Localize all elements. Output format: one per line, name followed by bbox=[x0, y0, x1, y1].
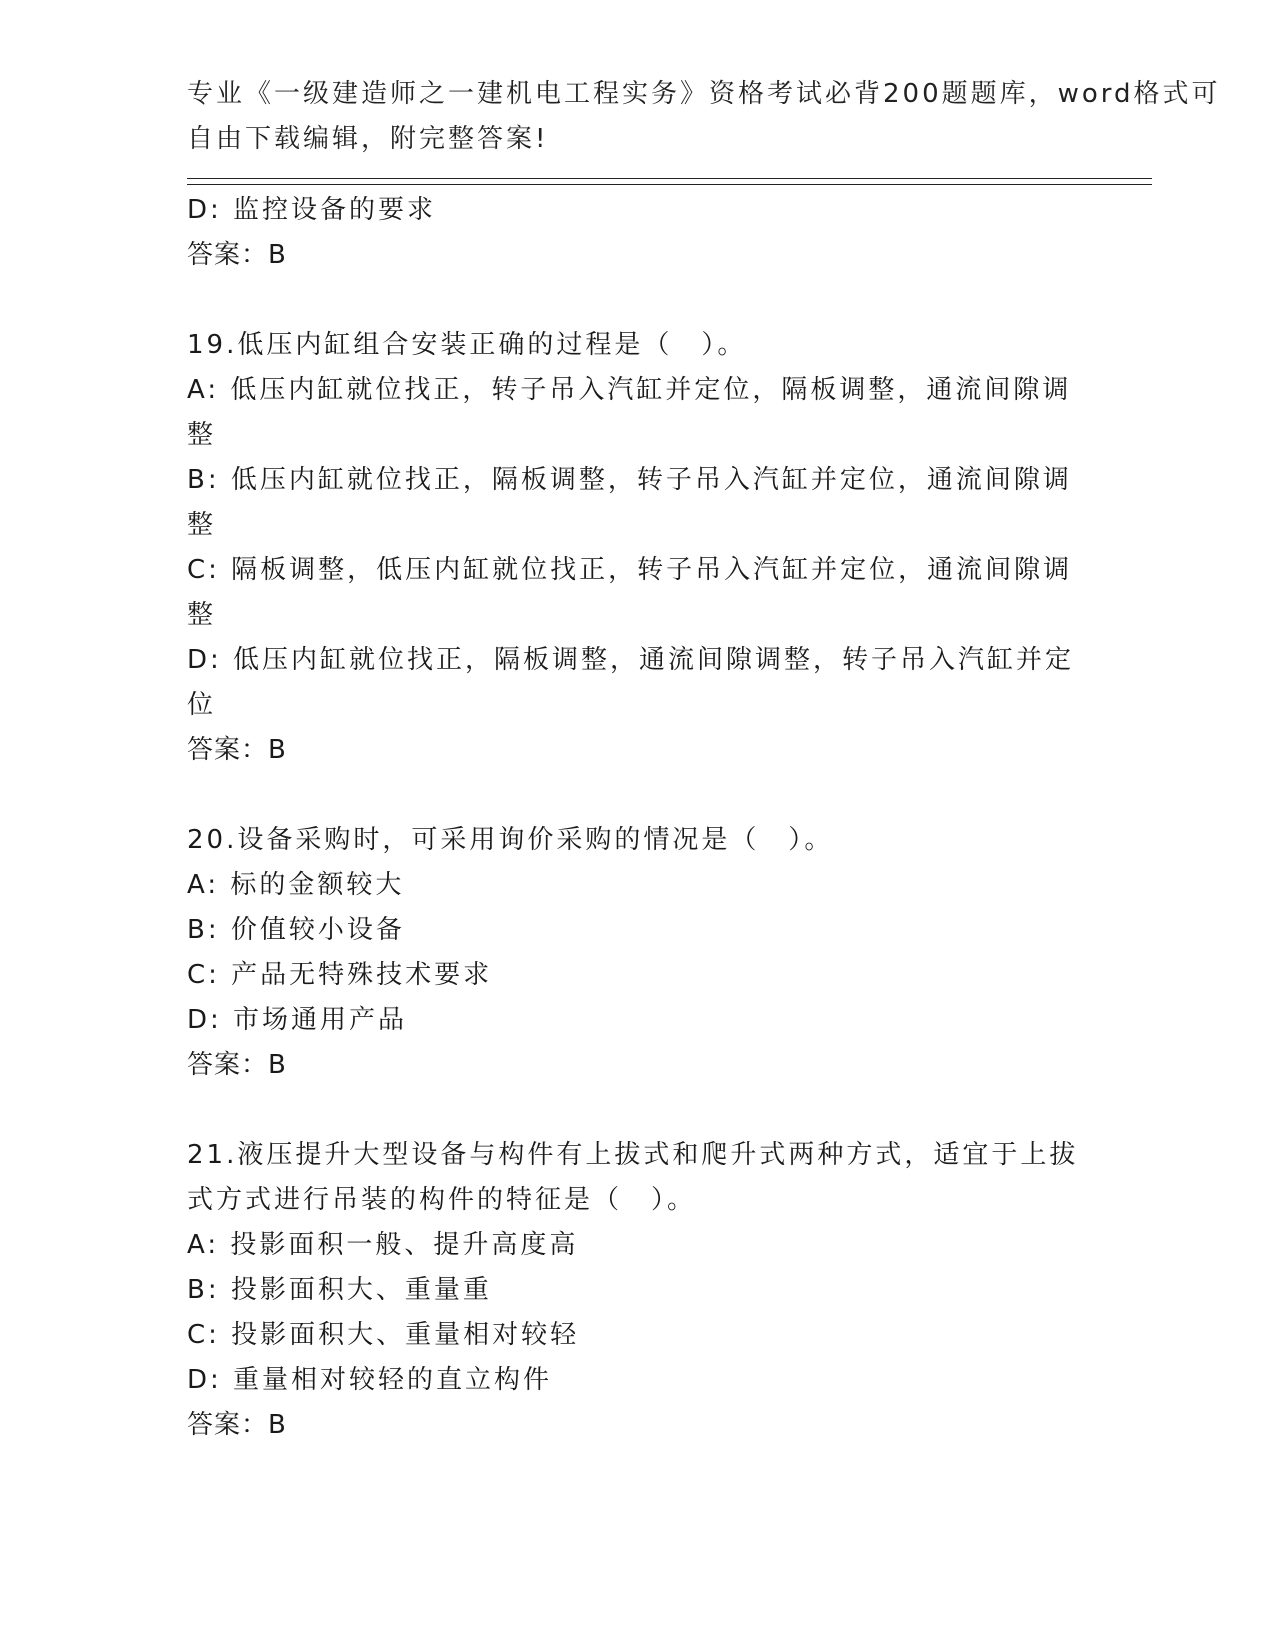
question-21 bbox=[187, 1133, 1087, 1448]
option-c: C: 产品无特殊技术要求 bbox=[187, 960, 493, 990]
question-19 bbox=[187, 323, 1087, 773]
question-stem: 19.低压内缸组合安装正确的过程是（ ）。 bbox=[187, 330, 747, 360]
option-b: B: 投影面积大、重量重 bbox=[187, 1275, 492, 1305]
header-line-2: 自由下载编辑，附完整答案! bbox=[187, 124, 549, 154]
option-c-wrap: 整 bbox=[187, 600, 217, 630]
page-header bbox=[187, 72, 1221, 162]
header-rule-top bbox=[187, 178, 1152, 179]
question-18 bbox=[187, 188, 1087, 278]
option-b: B: 低压内缸就位找正，隔板调整，转子吊入汽缸并定位，通流间隙调 bbox=[187, 465, 1072, 495]
option-d: D: 监控设备的要求 bbox=[187, 195, 437, 225]
question-20 bbox=[187, 818, 1087, 1088]
question-list bbox=[187, 188, 1087, 1448]
answer-line: 答案：B bbox=[187, 1050, 287, 1080]
answer-line: 答案：B bbox=[187, 1410, 287, 1440]
option-a: A: 低压内缸就位找正，转子吊入汽缸并定位，隔板调整，通流间隙调 bbox=[187, 375, 1072, 405]
option-a: A: 投影面积一般、提升高度高 bbox=[187, 1230, 579, 1260]
question-stem: 21.液压提升大型设备与构件有上拔式和爬升式两种方式，适宜于上拔 bbox=[187, 1140, 1079, 1170]
option-a-wrap: 整 bbox=[187, 420, 217, 450]
header-line-1: 专业《一级建造师之一建机电工程实务》资格考试必背200题题库，word格式可 bbox=[187, 79, 1221, 109]
option-b: B: 价值较小设备 bbox=[187, 915, 405, 945]
option-c: C: 隔板调整，低压内缸就位找正，转子吊入汽缸并定位，通流间隙调 bbox=[187, 555, 1073, 585]
question-stem: 20.设备采购时，可采用询价采购的情况是（ ）。 bbox=[187, 825, 834, 855]
header-rule-bottom bbox=[187, 184, 1152, 185]
option-d-wrap: 位 bbox=[187, 690, 217, 720]
option-d: D: 重量相对较轻的直立构件 bbox=[187, 1365, 553, 1395]
option-c: C: 投影面积大、重量相对较轻 bbox=[187, 1320, 580, 1350]
option-a: A: 标的金额较大 bbox=[187, 870, 405, 900]
question-stem-wrap: 式方式进行吊装的构件的特征是（ ）。 bbox=[187, 1185, 697, 1215]
answer-line: 答案：B bbox=[187, 240, 287, 270]
spacer bbox=[187, 1088, 1087, 1133]
spacer bbox=[187, 278, 1087, 323]
option-b-wrap: 整 bbox=[187, 510, 217, 540]
option-d: D: 低压内缸就位找正，隔板调整，通流间隙调整，转子吊入汽缸并定 bbox=[187, 645, 1075, 675]
answer-line: 答案：B bbox=[187, 735, 287, 765]
spacer bbox=[187, 773, 1087, 818]
option-d: D: 市场通用产品 bbox=[187, 1005, 408, 1035]
